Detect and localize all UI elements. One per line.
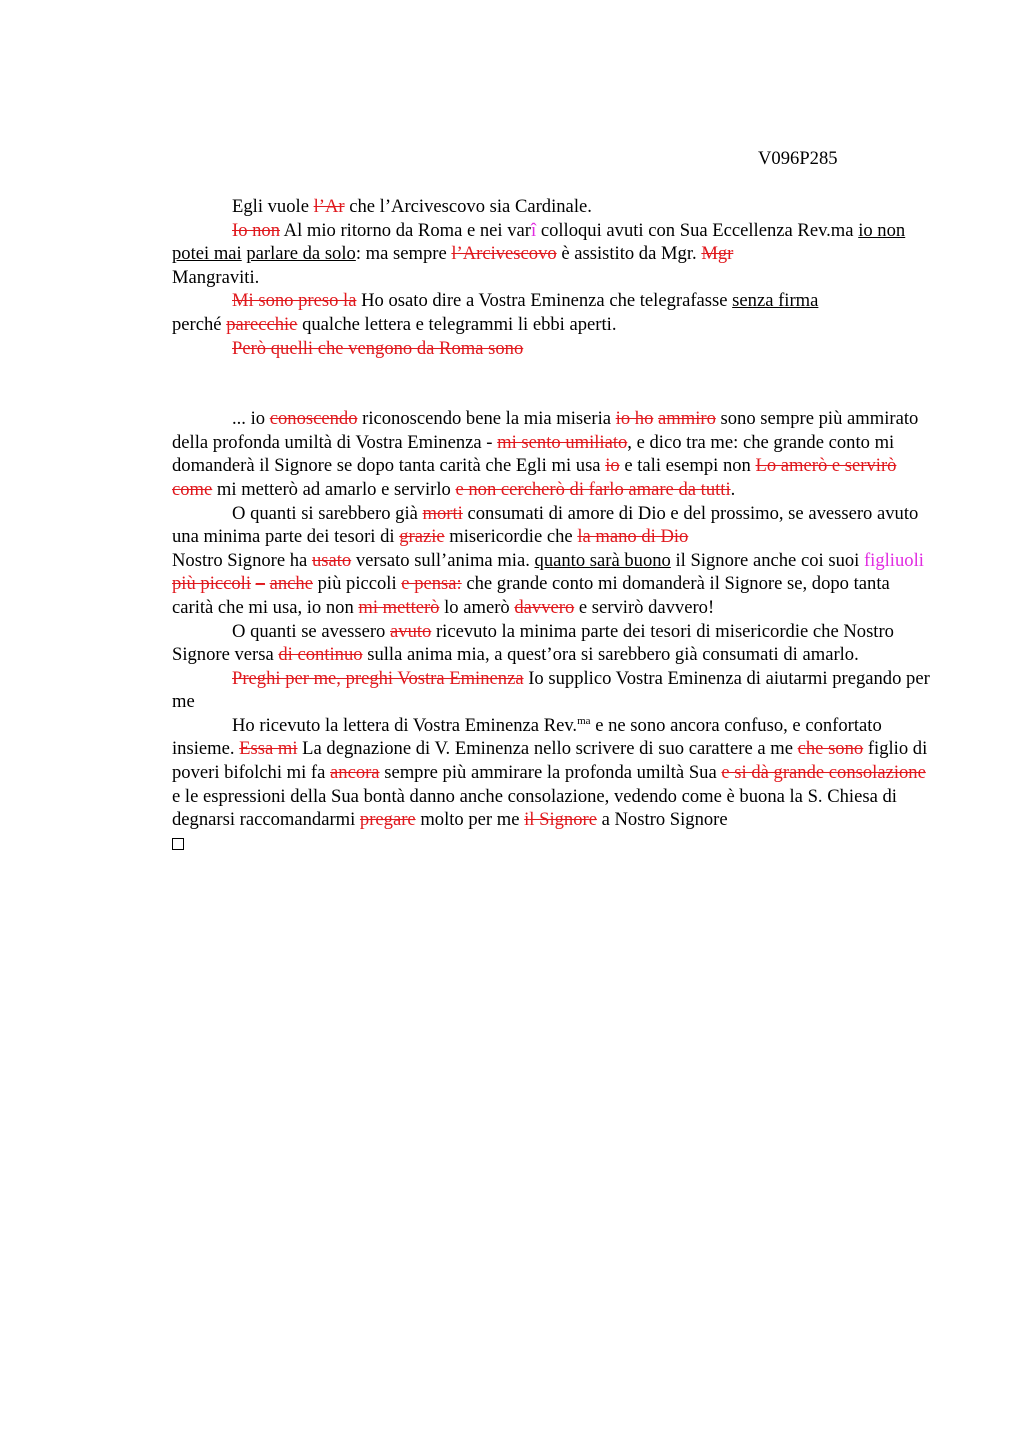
text: che grande conto mi domanderà il Signore se, dopo tanta carità che mi usa, io non bbox=[172, 573, 890, 618]
text: Io supplico Vostra Eminenza di aiutarmi pregando per me bbox=[172, 667, 930, 713]
deleted-text: Preghi per me, preghi Vostra Eminenza bbox=[232, 667, 524, 689]
underlined-text: io non potei mai bbox=[172, 219, 906, 265]
text: è assistito da Mgr. bbox=[556, 243, 702, 265]
text: ... io bbox=[232, 408, 270, 430]
paragraph-1 bbox=[172, 195, 932, 219]
text: a Nostro Signore bbox=[596, 809, 728, 831]
deleted-text: Lo amerò e servirò come bbox=[172, 455, 897, 500]
text: . bbox=[730, 478, 736, 500]
text: e servirò davvero! bbox=[574, 596, 715, 618]
paragraph-3 bbox=[172, 289, 932, 336]
document-body bbox=[172, 195, 932, 855]
text: La degnazione di V. Eminenza nello scrivere di suo carattere a me bbox=[297, 738, 798, 760]
underlined-text: senza firma bbox=[732, 290, 819, 312]
underlined-text: parlare da solo bbox=[246, 243, 356, 265]
deleted-text: l’Ar bbox=[313, 196, 345, 217]
deleted-text: conoscendo bbox=[269, 408, 358, 430]
text: che l’Arcivescovo sia Cardinale. bbox=[344, 196, 592, 217]
document-id: V096P285 bbox=[758, 148, 838, 169]
text: e tali esempi non bbox=[619, 455, 756, 477]
deleted-text: e si dà grande consolazione bbox=[721, 762, 926, 784]
deleted-text: Però quelli che vengono da Roma sono bbox=[232, 337, 524, 359]
paragraph-gap bbox=[172, 360, 932, 407]
text: , e dico tra me: che grande conto mi domanderà il Signore se dopo tanta carità che Egli mi usa bbox=[172, 431, 895, 477]
underlined-text: quanto sarà buono bbox=[534, 549, 671, 571]
deleted-text: davvero bbox=[514, 596, 575, 618]
deleted-text: – bbox=[255, 573, 265, 595]
deleted-text: grazie bbox=[399, 526, 445, 548]
deleted-text: ancora bbox=[330, 762, 380, 784]
text: Mangraviti. bbox=[172, 266, 260, 288]
deleted-text: e non cercherò di farlo amare da tutti bbox=[455, 478, 731, 500]
deleted-text: il Signore bbox=[524, 809, 597, 831]
deleted-text: l’Arcivescovo bbox=[451, 243, 557, 265]
paragraph-4 bbox=[172, 337, 932, 361]
deleted-text: più piccoli bbox=[172, 573, 252, 595]
paragraph-2 bbox=[172, 219, 932, 290]
text: Ho osato dire a Vostra Eminenza che telegrafasse bbox=[356, 290, 733, 312]
text: qualche lettera e telegrammi li ebbi aperti. bbox=[297, 313, 617, 335]
deleted-text: Mi sono preso la bbox=[232, 290, 357, 312]
paragraph-5 bbox=[172, 407, 932, 501]
deleted-text: Io non bbox=[232, 219, 281, 241]
text: Al mio ritorno da Roma e nei var bbox=[280, 219, 531, 241]
text: figlio di poveri bifolchi mi fa bbox=[172, 738, 928, 784]
deleted-text: avuto bbox=[390, 620, 432, 642]
deleted-text: mi sento umiliato bbox=[497, 431, 628, 453]
deleted-text: io ho bbox=[615, 408, 654, 430]
text: O quanti si sarebbero già bbox=[232, 502, 423, 524]
text: Egli vuole bbox=[232, 196, 314, 217]
text: sempre più ammirare la profonda umiltà Sua bbox=[379, 762, 722, 784]
deleted-text: e pensa: bbox=[401, 573, 462, 595]
text: : ma sempre bbox=[355, 243, 452, 265]
superscript: ma bbox=[577, 714, 591, 727]
end-mark-line bbox=[172, 832, 932, 856]
text: ricevuto la minima parte dei tesori di misericordie che Nostro Signore versa bbox=[172, 620, 894, 666]
text: mi metterò ad amarlo e servirlo bbox=[212, 478, 456, 500]
text: colloqui avuti con Sua Eccellenza Rev.ma bbox=[536, 219, 859, 241]
text: il Signore anche coi suoi bbox=[670, 549, 864, 571]
text: più piccoli bbox=[312, 573, 402, 595]
deleted-text: usato bbox=[311, 549, 352, 571]
text: Ho ricevuto la lettera di Vostra Eminenza Rev. bbox=[232, 714, 578, 736]
text: Nostro Signore ha bbox=[172, 549, 312, 571]
inserted-text: figliuoli bbox=[863, 549, 924, 571]
text: sono sempre più ammirato della profonda umiltà di Vostra Eminenza - bbox=[172, 408, 919, 453]
text: perché bbox=[172, 313, 227, 335]
text: sulla anima mia, a quest’ora si sarebbero già consumati di amarlo. bbox=[362, 644, 859, 666]
text: e ne sono ancora confuso, e confortato insieme. bbox=[172, 714, 882, 760]
deleted-text: che sono bbox=[797, 738, 864, 760]
deleted-text: di continuo bbox=[278, 644, 363, 666]
text: O quanti se avessero bbox=[232, 620, 391, 642]
deleted-text: Essa mi bbox=[239, 738, 298, 760]
deleted-text: io bbox=[605, 455, 620, 477]
paragraph-6 bbox=[172, 502, 932, 620]
text: versato sull’anima mia. bbox=[351, 549, 535, 571]
square-checkbox-icon bbox=[172, 838, 184, 850]
text: e le espressioni della Sua bontà danno anche consolazione, vedendo come è buona la S. Chiesa di degnarsi raccomandarmi bbox=[172, 785, 897, 831]
text: lo amerò bbox=[439, 596, 515, 618]
deleted-text: pregare bbox=[359, 809, 416, 831]
deleted-text: ammiro bbox=[658, 408, 716, 430]
deleted-text: Mgr bbox=[701, 243, 734, 265]
deleted-text: mi metterò bbox=[358, 596, 440, 618]
deleted-text: parecchie bbox=[226, 313, 298, 335]
paragraph-8 bbox=[172, 667, 932, 714]
text: riconoscendo bene la mia miseria bbox=[357, 408, 616, 430]
deleted-text: morti bbox=[422, 502, 463, 524]
text: misericordie che bbox=[444, 526, 578, 548]
paragraph-7 bbox=[172, 620, 932, 667]
text: molto per me bbox=[415, 809, 525, 831]
paragraph-9 bbox=[172, 714, 932, 832]
text: consumati di amore di Dio e del prossimo, se avessero avuto una minima parte dei tesori di bbox=[172, 502, 919, 548]
inserted-text: î bbox=[531, 219, 537, 241]
deleted-text: anche bbox=[269, 573, 313, 595]
deleted-text: la mano di Dio bbox=[577, 526, 689, 548]
